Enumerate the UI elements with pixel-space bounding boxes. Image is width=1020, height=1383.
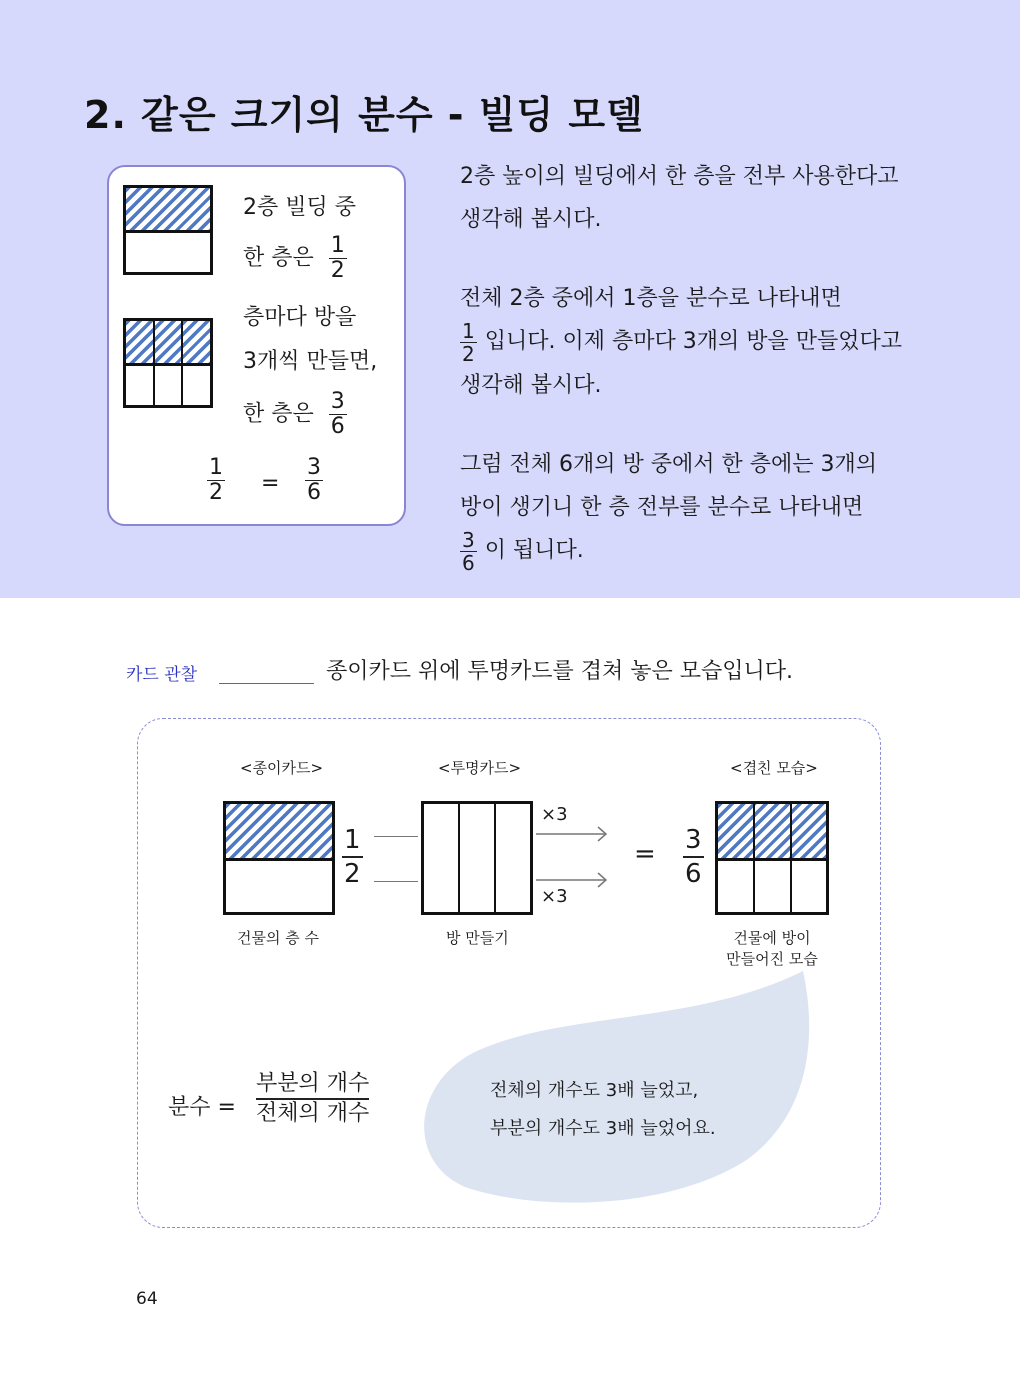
multiply-label-bottom: ×3 <box>541 886 568 907</box>
connector-line <box>374 836 418 837</box>
equation-left-fraction <box>207 457 225 504</box>
transparent-card <box>421 801 533 915</box>
room-divider <box>753 804 755 912</box>
paragraph-line: 방이 생기니 한 층 전부를 분수로 나타내면 <box>460 495 864 520</box>
paragraph-text: 이 됩니다. <box>484 538 584 563</box>
summary-line2-row <box>243 235 347 282</box>
paragraph-line: 전체 2층 중에서 1층을 분수로 나타내면 <box>460 286 842 311</box>
summary-equation <box>201 457 341 513</box>
equals-sign: = <box>634 839 656 869</box>
room-divider <box>458 804 460 912</box>
hatched-floor <box>126 321 210 363</box>
summary-fraction-half <box>329 235 347 282</box>
answer-blank-line <box>219 683 314 684</box>
caption-floors: 건물의 층 수 <box>237 929 319 947</box>
arrow-right-icon <box>536 873 606 887</box>
room-divider <box>181 321 183 405</box>
fraction-numerator: 1 <box>342 824 363 858</box>
fraction-denominator: 6 <box>330 414 345 439</box>
fraction-denominator: 2 <box>209 480 223 505</box>
two-floor-building <box>123 185 213 275</box>
arrows <box>530 820 620 900</box>
result-fraction <box>683 824 704 890</box>
fraction-numerator: 1 <box>462 318 475 343</box>
bubble-line-1: 전체의 개수도 3배 늘었고, <box>490 1080 699 1101</box>
hatched-floor <box>126 188 210 230</box>
fraction-denominator: 2 <box>344 859 361 889</box>
paragraph-line: 그럼 전체 6개의 방 중에서 한 층에는 3개의 <box>460 452 877 477</box>
formula-numerator: 부분의 개수 <box>256 1070 369 1100</box>
connector-line <box>374 881 418 882</box>
room-divider <box>494 804 496 912</box>
paragraph-text: 입니다. 이제 층마다 3개의 방을 만들었다고 <box>484 329 902 354</box>
caption-line: 건물에 방이 <box>733 929 811 947</box>
caption-line: 만들어진 모습 <box>726 950 818 968</box>
explanation-paragraph-1 <box>460 155 930 241</box>
summary-line2: 한 층은 <box>243 245 314 271</box>
arrow-right-icon <box>536 827 606 841</box>
fraction-numerator: 3 <box>683 824 704 858</box>
hatched-floor <box>718 804 826 858</box>
multiply-label-top: ×3 <box>541 804 568 825</box>
formula-lhs: 분수 = <box>168 1095 236 1120</box>
building-with-rooms <box>123 318 213 408</box>
paragraph-line-with-fraction <box>460 529 930 573</box>
page-title: 2. 같은 크기의 분수 - 빌딩 모델 <box>84 93 644 137</box>
fraction-numerator: 1 <box>330 233 345 258</box>
summary-line1: 2층 빌딩 중 <box>243 195 356 220</box>
summary-fraction-three-sixths <box>329 391 347 438</box>
summary-box <box>107 165 406 526</box>
fraction-denominator: 6 <box>685 859 702 889</box>
summary-line3: 층마다 방을 <box>243 305 357 330</box>
fraction-denominator: 2 <box>462 341 475 366</box>
caption-rooms: 방 만들기 <box>446 929 509 947</box>
summary-line5-row <box>243 391 347 438</box>
formula-denominator: 전체의 개수 <box>256 1101 370 1126</box>
room-divider <box>153 321 155 405</box>
fraction-numerator: 3 <box>330 389 345 414</box>
fraction-denominator: 6 <box>307 480 321 505</box>
overlap-label: <겹친 모습> <box>730 759 818 777</box>
explanation-paragraph-2 <box>460 277 930 407</box>
paragraph-line: 생각해 봅시다. <box>460 372 602 398</box>
paper-card-label: <종이카드> <box>240 759 324 777</box>
fraction-numerator: 1 <box>209 455 223 480</box>
hatched-floor <box>226 804 332 858</box>
paragraph-line: 2층 높이의 빌딩에서 한 층을 전부 사용한다고 <box>460 164 899 189</box>
fraction-numerator: 3 <box>462 527 475 552</box>
floor-divider <box>718 858 826 861</box>
caption-result <box>715 927 829 969</box>
summary-line5: 한 층은 <box>243 401 314 427</box>
floor-divider <box>126 363 210 366</box>
bubble-line-2: 부분의 개수도 3배 늘었어요. <box>490 1118 716 1139</box>
paragraph-line: 생각해 봅시다. <box>460 207 602 232</box>
summary-line4: 3개씩 만들면, <box>243 349 378 374</box>
fraction-denominator: 2 <box>330 258 345 283</box>
equation-right-fraction <box>305 457 323 504</box>
fraction-denominator: 6 <box>462 550 475 575</box>
inline-fraction <box>460 318 477 366</box>
inline-fraction <box>460 527 477 575</box>
paragraph-line-with-fraction <box>460 320 930 364</box>
equation-equals: = <box>261 471 280 496</box>
paper-fraction <box>342 824 363 890</box>
room-divider <box>790 804 792 912</box>
fraction-numerator: 3 <box>307 455 321 480</box>
card-description: 종이카드 위에 투명카드를 겹쳐 놓은 모습입니다. <box>326 659 794 684</box>
paper-card <box>223 801 335 915</box>
transparent-card-label: <투명카드> <box>438 759 522 777</box>
card-observation-label: 카드 관찰 <box>126 665 198 685</box>
floor-divider <box>126 230 210 233</box>
explanation-paragraph-3 <box>460 443 930 573</box>
floor-divider <box>226 858 332 861</box>
overlapped-card <box>715 801 829 915</box>
page-number: 64 <box>136 1289 158 1309</box>
